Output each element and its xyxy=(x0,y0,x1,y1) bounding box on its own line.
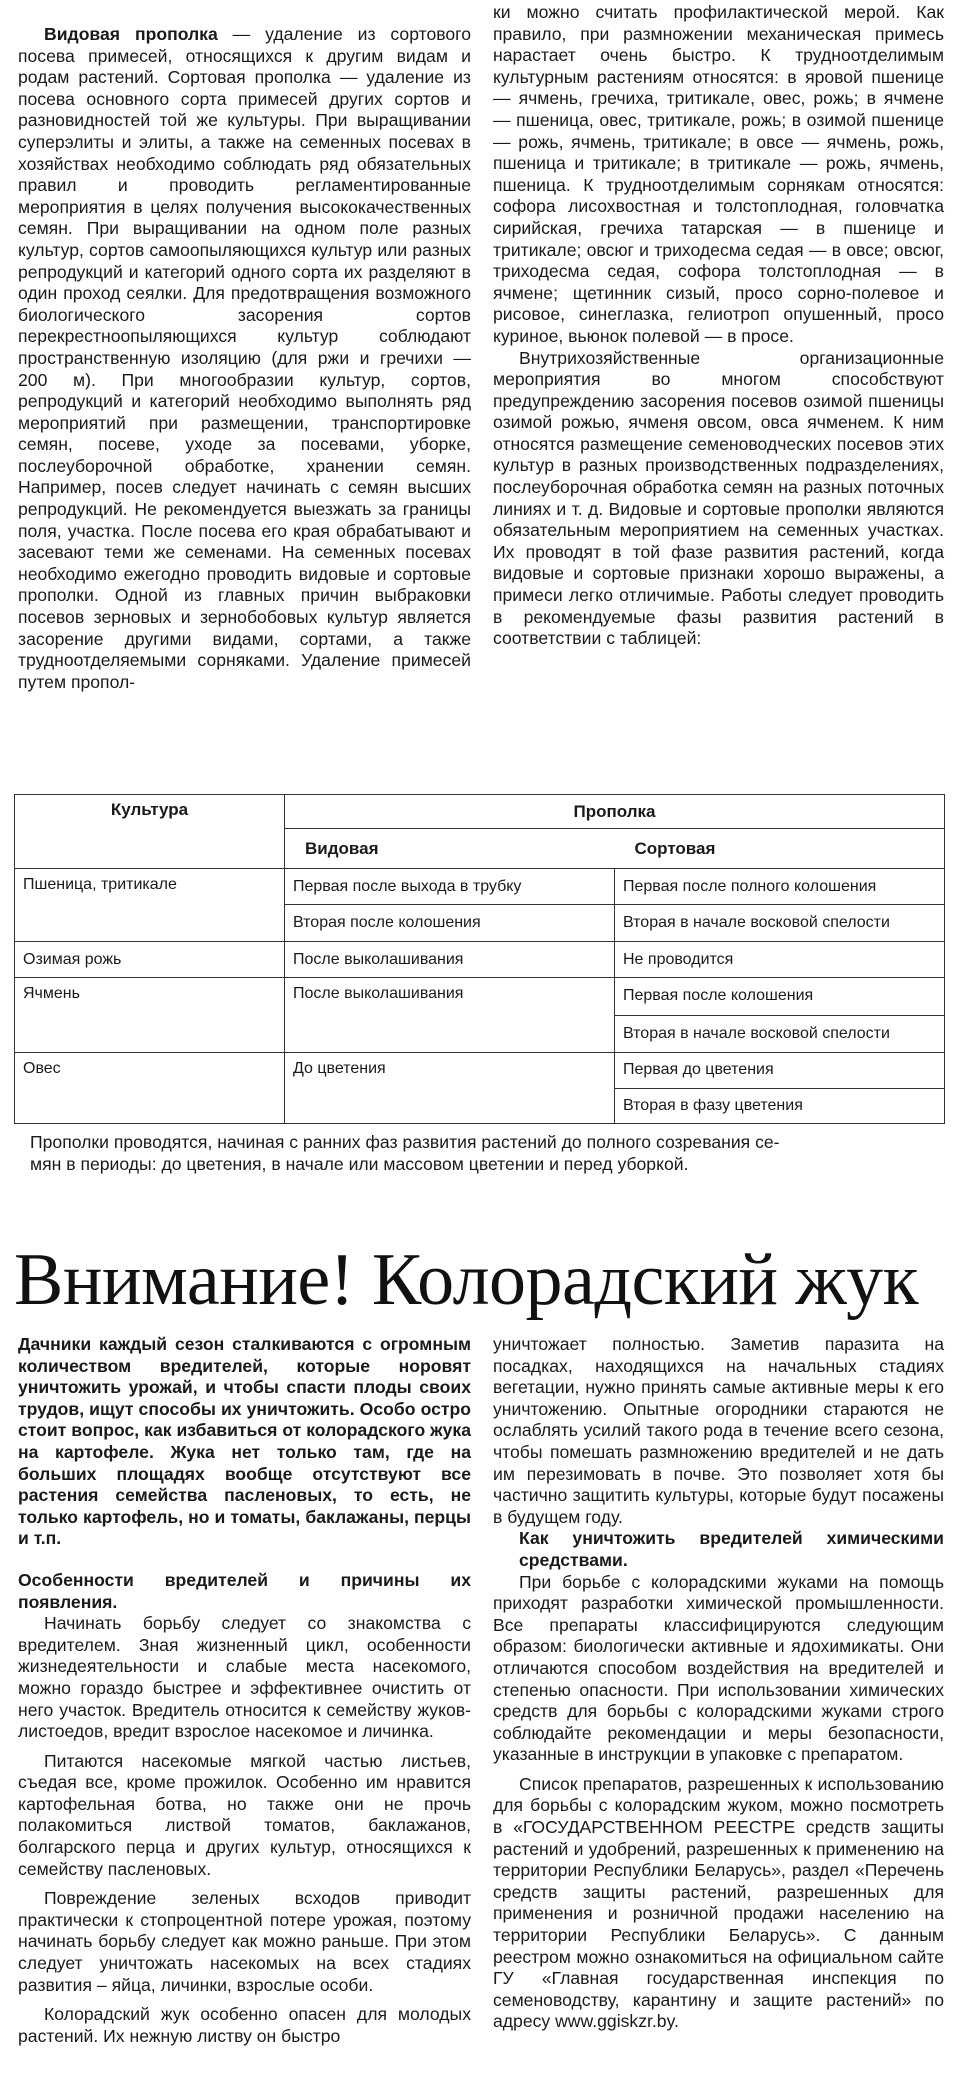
article2-column-1 xyxy=(18,1334,471,2047)
table-cell-species: После выколашивания xyxy=(285,978,615,1053)
article2-paragraph: При борьбе с колорадскими жуками на помощь приходят разработки химической промышленности. Все препараты классифицируются следующим образом: биологически активные и ядохимикаты. Они отличаются способом воздействия на вредителей и степенью опасности. При использовании химических средств для борьбы с колорадскими жуками строго соблюдайте рекомендации и меры безопасности, указанные в инструкции в упаковке с препаратом. xyxy=(493,1571,944,1765)
weeding-table xyxy=(14,794,945,1124)
table-cell-species: До цветения xyxy=(285,1053,615,1124)
article1-paragraph-1 xyxy=(18,24,471,693)
article1-paragraph-2: ки можно считать профилактической мерой. Как правило, при размножении механическая примесь нарастает очень быстро. К трудноотделимым культурным растениям относятся: в яровой пшенице — ячмень, гречиха, тритикале, овес, рожь; в ячмене — пшеница, овес, тритикале, рожь; в озимой пшенице — рожь, ячмень, тритикале; в овсе — ячмень, рожь, пшеница и тритикале; в тритикале — рожь, ячмень, пшеница. К трудноотделимым сорнякам относятся: софора лисохвостная и толстоплодная, головчатка сирийская, гречиха татарская — в пшенице и тритикале; овсюг и триходесма седая — в овсе; овсюг, триходесма седая, софора толстоплодная — в ячмене; щетинник сизый, просо сорно-полевое и рисовое, синеглазка, гелиотроп опушенный, просо куриное, вьюнок полевой — в просе. xyxy=(493,2,944,346)
article2-subhead-1: Особенности вредителей и причины их появления. xyxy=(18,1569,471,1612)
article2-subhead-2: Как уничтожить вредителей химическими средствами. xyxy=(519,1528,944,1570)
table-cell-culture: Озимая рожь xyxy=(15,941,285,977)
lead-term: Видовая прополка xyxy=(44,24,218,44)
table-cell-variety: Первая до цветения xyxy=(615,1053,945,1088)
note-line-2: мян в периоды: до цветения, в начале или массовом цветении и перед уборкой. xyxy=(30,1153,689,1174)
header-weeding: Прополка xyxy=(285,795,945,829)
table-cell-variety: Первая после полного колошения xyxy=(615,868,945,904)
article2-paragraph: Повреждение зеленых всходов приводит практически к стопроцентной потере урожая, поэтому начинать борьбу следует как можно раньше. При этом следует уничтожать насекомых на всех стадиях развития – яйца, личинки, взрослые особи. xyxy=(18,1888,471,1995)
header-variety: Сортовая xyxy=(615,829,945,869)
table-cell-species: Первая после выхода в трубку xyxy=(285,868,615,904)
article1-paragraph-3: Внутрихозяйственные организационные мероприятия во многом способствуют предупреждению засорения посевов озимой пшеницы озимой рожью, ячменя овсом, овса ячменем. К ним относятся размещение семеноводческих посевов этих культур в разных производственных подразделениях, послеуборочная обработка семян на разных поточных линиях и т. д. Видовые и сортовые прополки являются обязательным мероприятием на семенных участках. Их проводят в той фазе развития растений, когда видовые и сортовые признаки хорошо выражены, а примеси легко отличимые. Работы следует проводить в рекомендуемые фазы развития растений в соответствии с таблицей: xyxy=(493,347,944,649)
article2-headline: Внимание! Колорадский жук xyxy=(14,1239,919,1321)
header-species: Видовая xyxy=(285,829,615,869)
article1-column-1 xyxy=(18,24,471,693)
paragraph-text: — удаление из сортового посева примесей, относящихся к другим видам и родам растений. Сортовая прополка — удаление из посева основного сорта примесей других сортов и разновидностей той же культуры. При выращивании суперэлиты и элиты, а также на семенных посевах в хозяйствах необходимо соблюдать ряд обязательных правил и проводить регламентированные мероприятия в целях получения высококачественных семян. При выращивании на одном поле разных культур, сортов самоопыляющихся культур или разных репродукций и категорий одного сорта их разделяют в один проход сеялки. Для предотвращения возможного биологического засорения сортов перекрестноопыляющихся культур соблюдают пространственную изоляцию (для ржи и гречихи — 200 м). При многообразии культур, сортов, репродукций и категорий необходимо выполнять ряд мероприятий при размещении, транспортировке семян, посеве, уходе за посевами, уборке, послеуборочной обработке, хранении семян. Например, посев следует начинать с семян высших репродукций. Не рекомендуется выезжать за границы поля, участка. После посева его края обрабатывают и засевают теми же семенами. На семенных посевах необходимо ежегодно проводить видовые и сортовые прополки. Одной из главных причин выбраковки посевов зерновых и зернобобовых культур является засорение другими видами, сортами, а также трудноотделяемыми сорняками. Удаление примесей путем пропол- xyxy=(18,24,471,692)
table-cell-species: После выколашивания xyxy=(285,941,615,977)
article2-paragraph: уничтожает полностью. Заметив паразита на посадках, находящихся на начальных стадиях вегетации, нужно принять самые активные меры к его уничтожению. Опытные огородники стараются не ослаблять усилий такого рода в течение всего сезона, чтобы помешать размножению вредителей и не дать им перезимовать в почве. Это позволяет хотя бы частично защитить культуры, которые будут посажены в будущем году. xyxy=(493,1334,944,1527)
table-cell-variety: Вторая в начале восковой спелости xyxy=(615,1015,945,1052)
article2-paragraph: Начинать борьбу следует со знакомства с вредителем. Зная жизненный цикл, особенности жизнедеятельности и слабые места насекомого, можно гораздо быстрее и эффективнее очистить от него участок. Вредитель относится к семейству жуков-листоедов, вредит взрослое насекомое и личинка. xyxy=(18,1613,471,1742)
article2-paragraph: Колорадский жук особенно опасен для молодых растений. Их нежную листву он быстро xyxy=(18,2004,471,2046)
table-cell-variety: Первая после колошения xyxy=(615,978,945,1015)
article2-column-2 xyxy=(493,1334,944,2033)
table-cell-species: Вторая после колошения xyxy=(285,905,615,941)
article1-column-2 xyxy=(493,2,944,650)
header-culture: Культура xyxy=(15,795,285,869)
table-cell-variety: Не проводится xyxy=(615,941,945,977)
article2-paragraph: Список препаратов, разрешенных к использованию для борьбы с колорадским жуком, можно посмотреть в «ГОСУДАРСТВЕННОМ РЕЕСТРЕ средств защиты растений и удобрений, разрешенных к применению на территории Республики Беларусь», раздел «Перечень средств защиты растений, разрешенных для применения и розничной продажи населению на территории Республики Беларусь». С данным реестром можно ознакомиться на официальном сайте ГУ «Главная государственная инспекция по семеноводству, карантину и защите растений» по адресу www.ggiskzr.by. xyxy=(493,1773,944,2032)
table-cell-culture: Овес xyxy=(15,1053,285,1124)
article2-lead: Дачники каждый сезон сталкиваются с огромным количеством вредителей, которые норовят уничтожить урожай, и чтобы спасти плоды своих трудов, ищут способы их уничтожить. Особо остро стоит вопрос, как избавиться от колорадского жука на картофеле. Жука нет только там, где на больших площадях вообще отсутствуют все растения семейства пасленовых, то есть, не только картофель, но и томаты, баклажаны, перцы и т.п. xyxy=(18,1334,471,1549)
table-cell-culture: Пшеница, тритикале xyxy=(15,868,285,941)
table-note xyxy=(30,1132,944,1175)
table-cell-culture: Ячмень xyxy=(15,978,285,1053)
table-cell-variety: Вторая в начале восковой спелости xyxy=(615,905,945,941)
table-cell-variety: Вторая в фазу цветения xyxy=(615,1088,945,1123)
article2-paragraph: Питаются насекомые мягкой частью листьев, съедая все, кроме прожилок. Особенно им нравится картофельная ботва, но также они не прочь полакомиться листвой томатов, баклажанов, болгарского перца и других культур, относящихся к семейству пасленовых. xyxy=(18,1750,471,1879)
note-line-1: Прополки проводятся, начиная с ранних фаз развития растений до полного созревания се- xyxy=(30,1132,780,1152)
